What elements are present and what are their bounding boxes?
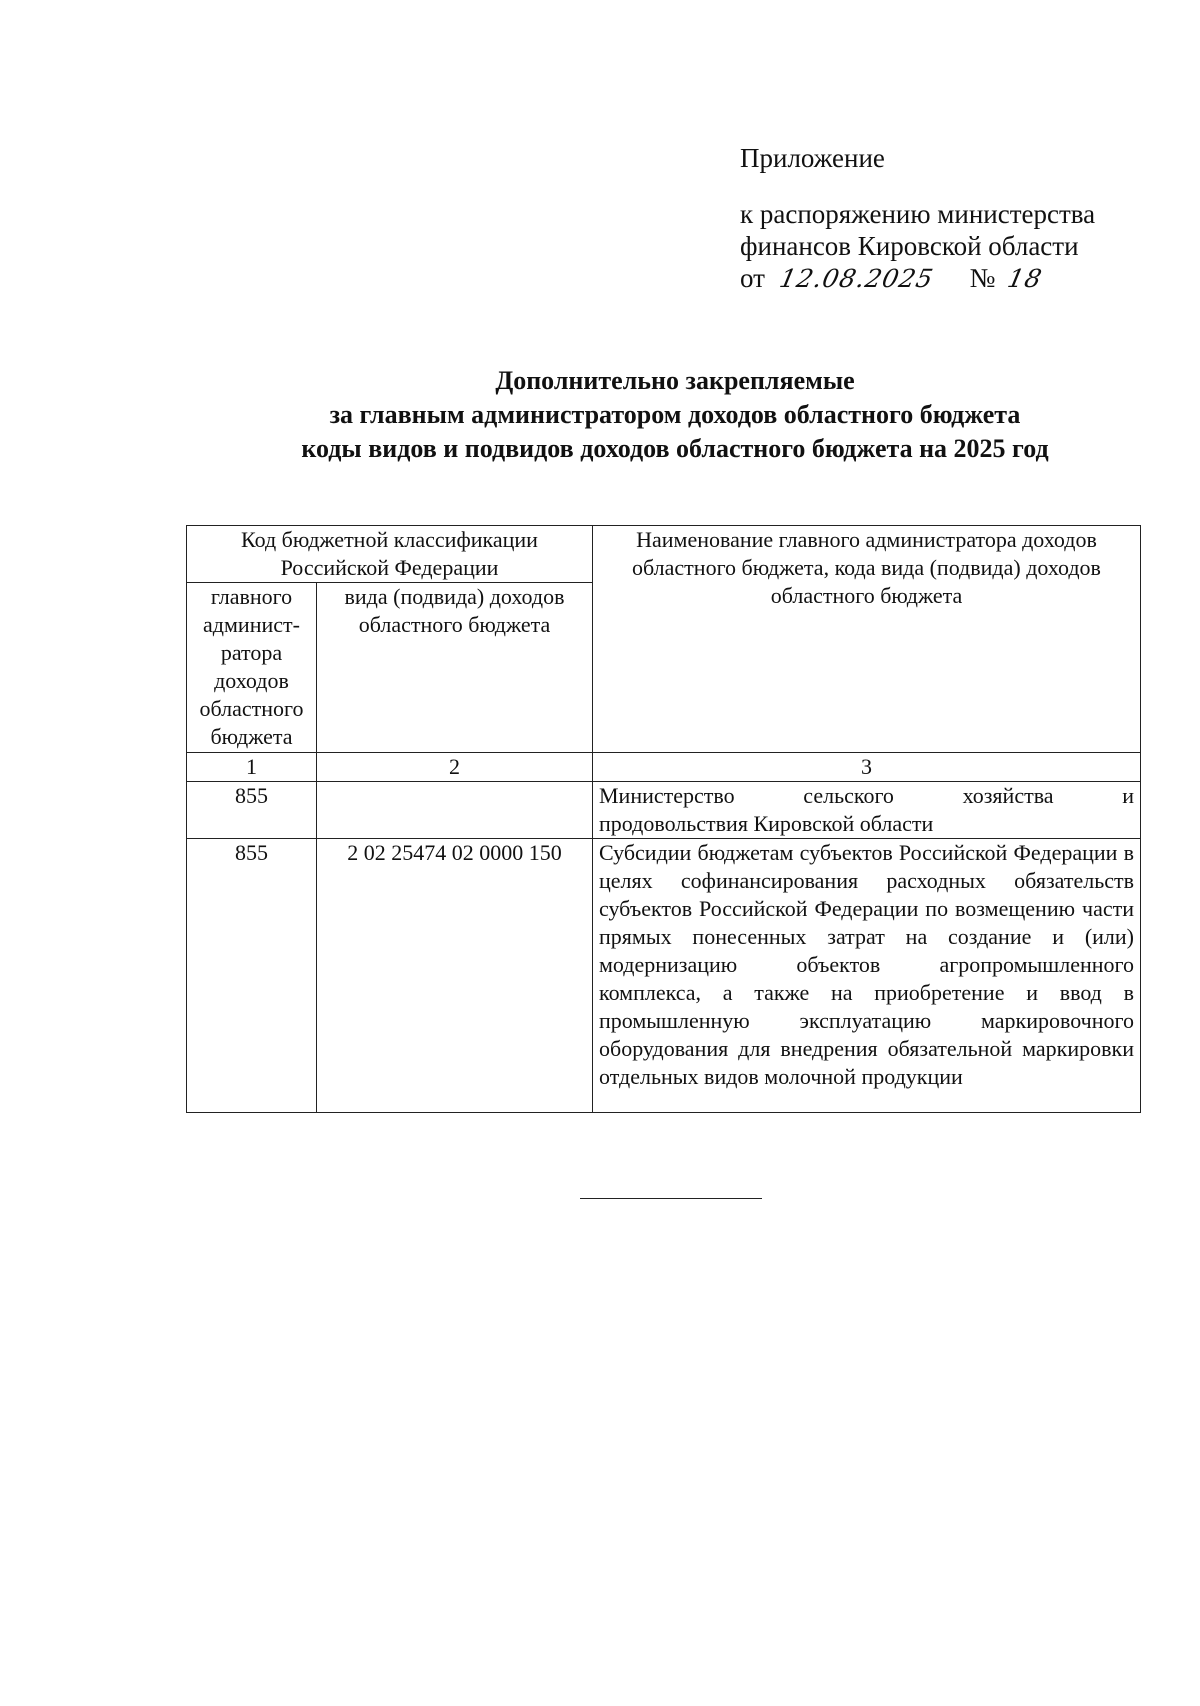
- appendix-date-line: [740, 262, 1160, 295]
- income-code-cell: 2 02 25474 02 0000 150: [317, 839, 593, 1113]
- name-cell: Субсидии бюджетам субъектов Российской Федерации в целях софинансирования расходных обязательств субъектов Российской Федерации по возмещению части прямых понесенных затрат на создание и (или) модернизацию объектов агропромышленного комплекса, а также на приобретение и ввод в промышленную эксплуатацию маркировочного оборудования для внедрения обязательной маркировки отдельных видов молочной продукции: [593, 839, 1141, 1113]
- name-cell: [593, 782, 1141, 839]
- title-line-1: Дополнительно закрепляемые: [495, 366, 855, 395]
- appendix-line-1: к распоряжению министерства: [740, 199, 1096, 229]
- income-code-cell: [317, 782, 593, 839]
- number-sign: №: [969, 263, 996, 293]
- budget-codes-table: [186, 525, 1141, 1113]
- appendix-block: [740, 142, 1160, 295]
- column-number-1: 1: [187, 753, 317, 782]
- appendix-line-2: финансов Кировской области: [740, 231, 1079, 261]
- header-col3-cell: Наименование главного администратора доходов областного бюджета, кода вида (подвида) доходов областного бюджета: [593, 526, 1141, 753]
- header-col2-cell: вида (подвида) доходов областного бюджета: [317, 583, 593, 753]
- name-cell-line-2: продовольствия Кировской области: [599, 811, 934, 836]
- appendix-label: Приложение: [740, 143, 885, 173]
- table-number-row: [187, 753, 1141, 782]
- title-line-2: за главным администратором доходов областного бюджета: [329, 400, 1021, 429]
- header-group-cell: Код бюджетной классификации Российской Федерации: [187, 526, 593, 583]
- title-line-3: коды видов и подвидов доходов областного бюджета на 2025 год: [301, 434, 1049, 463]
- admin-code-cell: 855: [187, 782, 317, 839]
- header-col1-cell: главного админист-ратора доходов областного бюджета: [187, 583, 317, 753]
- table-row: [187, 782, 1141, 839]
- table-row: [187, 839, 1141, 1113]
- handwritten-number: 18: [1005, 264, 1046, 293]
- table-header-row-1: [187, 526, 1141, 583]
- date-prefix: от: [740, 263, 765, 293]
- name-cell-line-1: Министерство сельского хозяйства и: [599, 783, 1134, 808]
- admin-code-cell: 855: [187, 839, 317, 1113]
- handwritten-date: 12.08.2025: [776, 264, 937, 293]
- document-title: [0, 364, 1200, 466]
- column-number-2: 2: [317, 753, 593, 782]
- end-of-document-line: [580, 1198, 762, 1199]
- column-number-3: 3: [593, 753, 1141, 782]
